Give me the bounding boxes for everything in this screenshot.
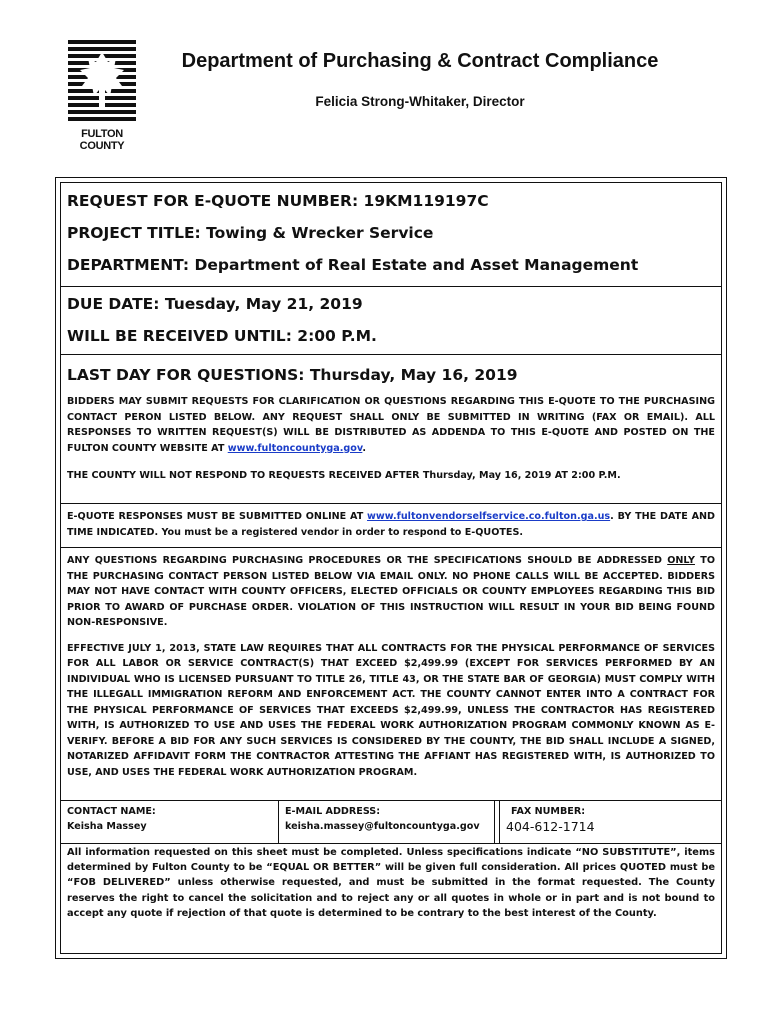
questions-para1: BIDDERS MAY SUBMIT REQUESTS FOR CLARIFICATION OR QUESTIONS REGARDING THIS E-QUOTE TO THE PURCHASING CONTACT PERON LISTED BELOW. ANY REQUEST SHALL ONLY BE SUBMITTED IN WRITING (FAX OR EMAIL). ALL RESPONSES TO WRITTEN REQUEST(S) WILL BE DISTRIBUTED AS ADDENDA TO THIS E-QUOTE AND POSTED ON THE FULTON COUNTY WEBSITE AT	[67, 396, 715, 454]
terms-note: All information requested on this sheet must be completed. Unless specifications indicate “NO SUBSTITUTE”, items determined by Fulton County to be “EQUAL OR BETTER” will be given full consideration. All prices QUOTED must be “FOB DELIVERED” unless otherwise requested, and must be submitted in the format requested. The County reserves the right to cancel the solicitation and to reject any or all quotes in whole or in part and is not bound to accept any quote if rejection of that quote is determined to be contrary to the best interest of the County.	[67, 847, 715, 919]
fax-value: 404-612-1714	[506, 819, 595, 834]
submission-text	[67, 509, 715, 540]
vendor-portal-link[interactable]: www.fultonvendorselfservice.co.fulton.ga.us	[367, 511, 611, 522]
quote-form	[60, 182, 722, 954]
fax-cell	[499, 801, 721, 843]
contact-name-label: CONTACT NAME:	[67, 806, 156, 817]
last-day-questions: LAST DAY FOR QUESTIONS: Thursday, May 16, 2019	[67, 366, 518, 384]
procedures-para1-before: ANY QUESTIONS REGARDING PURCHASING PROCEDURES OR THE SPECIFICATIONS SHOULD BE ADDRESSED	[67, 555, 668, 566]
project-title: PROJECT TITLE: Towing & Wrecker Service	[67, 224, 434, 242]
submission-before: E-QUOTE RESPONSES MUST BE SUBMITTED ONLINE AT	[67, 511, 368, 522]
only-emphasis: ONLY	[667, 555, 695, 566]
received-until: WILL BE RECEIVED UNTIL: 2:00 P.M.	[67, 327, 377, 345]
questions-text	[67, 394, 715, 484]
due-date-section	[61, 287, 721, 355]
due-date: DUE DATE: Tuesday, May 21, 2019	[67, 295, 363, 313]
submission-after: . BY THE DATE AND TIME INDICATED. You must be a registered vendor in order to respond to E-QUOTES.	[67, 511, 715, 538]
questions-para1-end: .	[362, 442, 366, 454]
procedures-para1-after: TO THE PURCHASING CONTACT PERSON LISTED BELOW VIA EMAIL ONLY. NO PHONE CALLS WILL BE ACCEPTED. BIDDERS MAY NOT HAVE CONTACT WITH COUNTY OFFICERS, ELECTED OFFICIALS OR COUNTY EMPLOYEES REGARDING THIS BID PRIOR TO AWARD OF PURCHASE ORDER. VIOLATION OF THIS INSTRUCTION WILL RESULT IN YOUR BID BEING FOUND NON-RESPONSIVE.	[67, 555, 715, 628]
contact-name-cell	[61, 801, 279, 843]
quote-number: REQUEST FOR E-QUOTE NUMBER: 19KM119197C	[67, 192, 489, 210]
email-label: E-MAIL ADDRESS:	[285, 806, 381, 817]
fax-label: FAX NUMBER:	[511, 806, 586, 817]
quote-info-section	[61, 183, 721, 287]
procedures-text	[67, 553, 715, 780]
department: DEPARTMENT: Department of Real Estate and Asset Management	[67, 256, 639, 274]
email-cell	[279, 801, 495, 843]
procedures-section	[61, 548, 721, 801]
contact-name-value: Keisha Massey	[67, 821, 147, 832]
e-verify-requirement: EFFECTIVE JULY 1, 2013, STATE LAW REQUIRES THAT ALL CONTRACTS FOR THE PHYSICAL PERFORMANCE OF SERVICES FOR ALL LABOR OR SERVICE CONTRACT(S) THAT EXCEED $2,499.99 (EXCEPT FOR SERVICES PERFORMED BY AN INDIVIDUAL WHO IS LICENSED PURSUANT TO TITLE 26, TITLE 43, OR THE STATE BAR OF GEORGIA) MUST COMPLY WITH THE ILLEGALL IMMIGRATION REFORM AND ENFORCEMENT ACT. THE COUNTY CANNOT ENTER INTO A CONTRACT FOR THE PHYSICAL PERFORMANCE OF SERVICES THAT EXCEEDS $2,499.99, UNLESS THE CONTRACTOR HAS REGISTERED WITH, IS AUTHORIZED TO USE AND USES THE FEDERAL WORK AUTHORIZATION PROGRAM COMMONLY KNOWN AS E-VERIFY. BEFORE A BID FOR ANY SUCH SERVICES IS CONSIDERED BY THE COUNTY, THE BID SHALL INCLUDE A SIGNED, NOTARIZED AFFIDAVIT FORM THE CONTRACTOR ATTESTING THE AFFIANT HAS REGISTERED WITH, IS AUTHORIZED TO USE, AND USES THE FEDERAL WORK AUTHORIZATION PROGRAM.	[67, 642, 715, 778]
submission-section	[61, 504, 721, 548]
logo-caption: FULTON COUNTY	[79, 128, 125, 152]
quote-form-frame	[55, 177, 727, 959]
contact-row	[61, 801, 721, 844]
email-value: keisha.massey@fultoncountyga.gov	[285, 821, 480, 832]
page-title: Department of Purchasing & Contract Compliance	[181, 50, 659, 72]
county-website-link[interactable]: www.fultoncountyga.gov	[227, 442, 363, 454]
director-name: Felicia Strong-Whitaker, Director	[315, 94, 525, 109]
questions-cutoff: THE COUNTY WILL NOT RESPOND TO REQUESTS RECEIVED AFTER Thursday, May 16, 2019 AT 2:00 P.M.	[67, 470, 621, 481]
questions-section	[61, 355, 721, 504]
